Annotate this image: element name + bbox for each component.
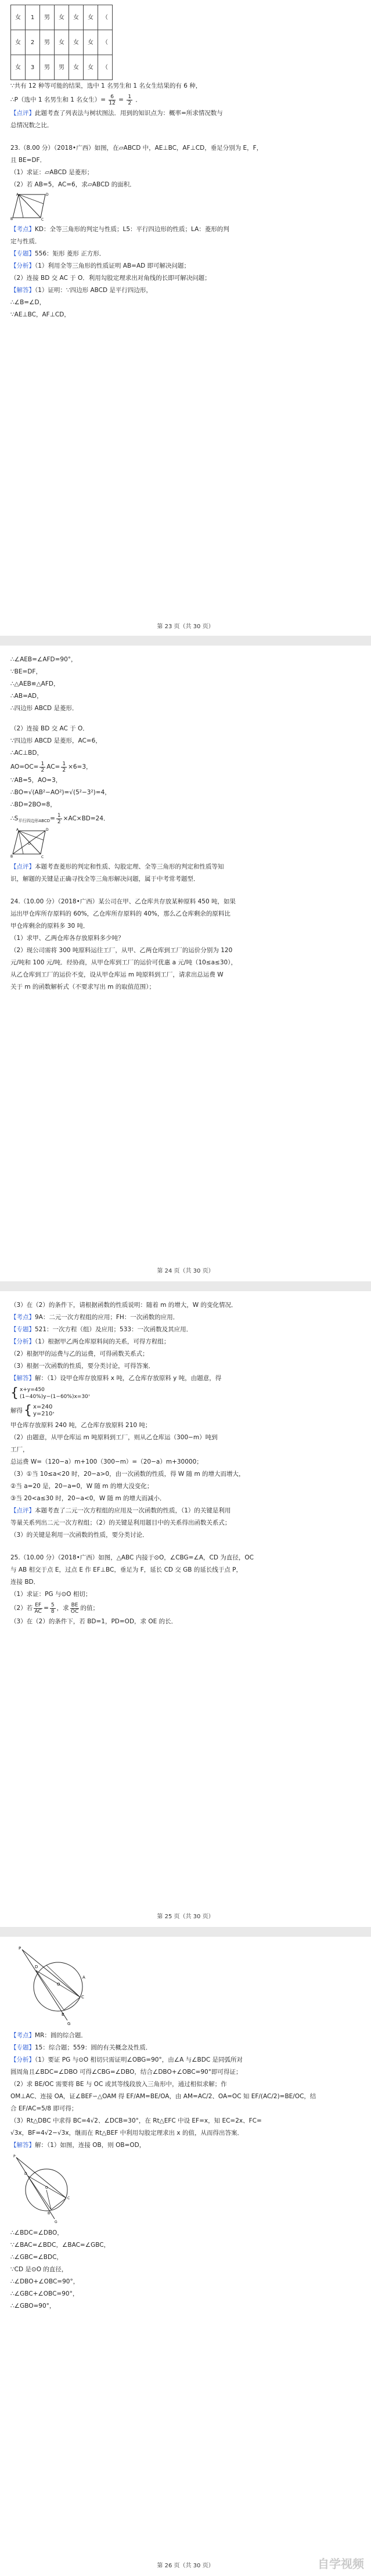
text-line: 元/吨和 100 元/吨．经协商，从甲仓库到工厂的运价可优惠 a 元/吨（10≤a≤30）， [10,959,237,966]
text-line: 连接 BD． [10,1579,40,1586]
fraction-half [61,761,67,773]
text-line: （2）若 AB=5，AC=6，求▱ABCD 的面积． [10,181,136,188]
text-span: 本题考查了二元一次方程组的应用及一次函数的性质，（1）的关键是利用 [35,1507,231,1514]
text-line: （2）连接 BD 交 AC 于 O． [10,725,89,732]
text-line: ③当 20<a≤30 时，20−a<0，W 随 m 的增大而减小． [10,1495,166,1502]
text-span: 521：一次方程（组）及应用；533：一次函数及其应用． [35,1326,193,1333]
text-span: 解得 [10,1407,23,1414]
text-line: ∴∠GBC=∠BDC， [10,2254,63,2261]
text-line: （2）求 BE/OC 需要将 BE 与 OC 或其等线段放入三角形中，通过相似求解；作 [10,2081,227,2088]
table-cell: 女 [84,5,98,30]
text-span: 556：矩形 菱形 正方形． [35,250,106,257]
text-line: （1）求证：PG 与⊙O 相切； [10,1591,92,1598]
svg-text:A: A [16,828,19,832]
text-line: （3）根据一次函数的性质，要分类讨论，可得答案． [10,1363,155,1370]
table-cell: 女 [69,30,84,55]
text-line: （2）现公司需将 300 吨原料运往工厂，从甲、乙两仓库到工厂的运价分别为 120 [10,947,233,954]
section-tag: 【考点】 [10,2032,35,2039]
answer-line [10,284,359,297]
rhombus-figure [10,827,51,859]
table-cell: 男 [40,5,55,30]
circle-figure-solution [13,2154,77,2224]
text-line: （2）根据甲的运费与乙的运费，可得函数关系式； [10,1350,149,1357]
svg-text:C: C [67,2196,70,2200]
section-tag: 【点评】 [10,110,35,117]
text-line: （3）在（2）的条件下，若 BD=1，PD=OD，求 OE 的长． [10,1618,178,1625]
fraction [127,94,132,106]
equation: x+y=450 [20,1387,45,1393]
parallelogram-figure [10,192,51,221]
comment-line [10,861,359,873]
section-tag: 【解答】 [10,287,35,294]
text-line: （1）求甲、乙两仓库各存放原料多少吨？ [10,935,124,942]
text-span: AC= [46,763,60,770]
text-span: 解：（1）如图，连接 OB，则 OB=OD， [35,2142,146,2149]
numerator: 1 [62,761,66,767]
text-span: 解：（1）设甲仓库存放原料 x 吨，乙仓库存放原料 y 吨，由题意，得 [35,1375,222,1382]
numerator: 6 [109,94,115,100]
text-span: 此题考查了列表法与树状图法．用到的知识点为：概率=所求情况数与 [35,110,223,117]
table-row [11,5,113,30]
text-line: ∴∠BDC=∠DBO， [10,2229,63,2236]
denominator: AC [34,1608,42,1615]
table-cell: 男 [55,55,69,80]
section-tag: 【专题】 [10,1326,35,1333]
text-line: 且 BE=DF． [10,157,46,164]
fraction [109,94,115,106]
text-span: ∴P（选中 1 名男生和 1 名女生）= [10,96,106,103]
text-span: （1）根据甲乙两仓库原料间的关系，可得方程组； [35,1338,170,1345]
text-span: 15：综合题；559：圆的有关概念及性质． [35,2044,152,2051]
solution-system: 解得 { x=240 y=210 ， [10,1403,59,1418]
svg-text:D: D [46,193,49,197]
svg-text:O: O [57,1982,60,1987]
text-line: ∵四边形 ABCD 是菱形，AC=6， [10,737,102,744]
text-line: 工厂， [10,1446,29,1453]
fraction [34,1602,42,1615]
numerator: EF [35,1602,42,1608]
page-footer: 第 24 页（共 30 页） [157,1268,214,1274]
text-span: KD：全等三角形的判定与性质；L5：平行四边形的性质；LA：菱形的判 [35,226,229,233]
section-tag: 【解答】 [10,1375,35,1382]
text-line: 合 EF/AC=5/8 即可得； [10,2105,78,2112]
document-page-26 [0,1937,371,2576]
table-cell: 女 [69,55,84,80]
text-line: 运出甲仓库所存原料的 60%，乙仓库所存原料的 40%，那么乙仓库剩余的原料比 [10,910,230,917]
table-cell: 女 [55,5,69,30]
text-line: 从乙仓库到工厂的运价不变，设从甲仓库运 m 吨原料到工厂，请求出总运费 W [10,971,224,978]
text-line: √3x，BF=4√2−√3x，继而在 Rt△BEF 中利用勾股定理求出 x 的值，从而得出答案． [10,2130,243,2137]
text-span: ． [135,96,142,103]
svg-text:G: G [55,2220,57,2224]
text-line: ∴AC⊥BD， [10,750,43,756]
subscript: 平行四边形ABCD [18,819,51,824]
table-cell: 2 [26,30,40,55]
text-line: 定与性质． [10,238,41,245]
text-span: ×6=3， [68,763,92,770]
text-line: （1）求证：▱ABCD 是菱形； [10,169,93,176]
table-cell: （ [98,30,113,55]
text-line: ∵AE⊥BC，AF⊥CD， [10,311,70,318]
text-line: ∴∠GBC+∠OBC=90°， [10,2290,79,2297]
table-cell: 女 [11,30,26,55]
numerator: 1 [41,761,45,767]
watermark-logo: 自学视频 [318,2557,364,2571]
table-cell: 女 [55,30,69,55]
analysis-line [10,1336,359,1348]
topic-line [10,1324,359,1336]
denominator: 2 [62,767,66,773]
section-tag: 【解答】 [10,2142,35,2149]
page-footer: 第 23 页（共 30 页） [157,624,214,630]
question-24-line: 24.（10.00 分）（2018•广西）某公司在甲、乙仓库共存放某种原料 450 吨，如果 [10,898,236,905]
table-row [11,55,113,80]
comment-line [10,1505,359,1517]
svg-text:A: A [82,1975,85,1980]
svg-text:O: O [28,842,31,846]
table-cell: （ [98,55,113,80]
numerator: BE [71,1602,78,1608]
fraction [50,1602,56,1615]
table-cell: 女 [11,55,26,80]
text-span: （1）证明：∵四边形 ABCD 是平行四边形， [35,287,152,294]
table-cell: （ [98,5,113,30]
text-line: （2）连接 BD 交 AC 于 O．利用勾股定理求出对角线的长即可解决问题； [10,275,211,282]
page-footer: 第 25 页（共 30 页） [157,1914,214,1920]
text-span: ， [52,1407,59,1414]
equation: x=240 [33,1404,53,1410]
svg-text:P: P [19,1946,21,1951]
svg-text:A: A [16,193,19,197]
knowledge-line [10,2030,359,2042]
text-line: 总运费 W=（120−a）m+100（300−m）=（20−a）m+30000； [10,1458,203,1465]
svg-text:B: B [62,2012,64,2017]
section-tag: 【考点】 [10,1314,35,1321]
ratio-line [10,1601,359,1616]
table-cell: 男 [40,30,55,55]
svg-text:D: D [24,2172,27,2176]
answer-line [10,2139,359,2152]
text-line: 识，解题的关键是正确寻找全等三角形解决问题，属于中考常考题型． [10,876,200,882]
text-line: （2）由题意，从甲仓库运 m 吨原料到工厂，则从乙仓库运（300−m）吨到 [10,1434,218,1441]
svg-text:O: O [45,2186,48,2190]
svg-text:B: B [48,2211,51,2215]
section-tag: 【考点】 [10,226,35,233]
text-span: ∴S [10,815,19,822]
page-footer: 第 26 页（共 30 页） [157,2563,214,2569]
text-line: ∴四边形 ABCD 是菱形． [10,705,78,712]
text-span: 9A：二元一次方程组的应用；FH：一次函数的应用． [35,1314,179,1321]
svg-text:D: D [35,1965,38,1969]
text-span: 本题考查菱形的判定和性质、勾股定理、全等三角形的判定和性质等知 [35,863,224,870]
text-span: 的值； [80,1605,99,1612]
text-line: （3）在（2）的条件下，请根据函数的性质说明：随着 m 的增大，W 的变化情况． [10,1302,237,1309]
topic-line [10,248,359,260]
circle-figure [17,1945,93,2026]
denominator: 2 [41,767,45,773]
text-span: = [44,1605,49,1612]
section-tag: 【点评】 [10,1507,35,1514]
text-line: ∵共有 12 种等可能的结果，选中 1 名男生和 1 名女生结果的有 6 种， [10,82,202,89]
section-tag: 【分析】 [10,262,35,269]
svg-text:D: D [46,828,49,832]
text-line: ∵AB=5，AO=3， [10,777,62,784]
section-tag: 【专题】 [10,250,35,257]
text-span: MR：圆的综合题． [35,2032,87,2039]
numerator: 1 [57,812,61,819]
numerator: 1 [128,93,132,100]
svg-text:G: G [67,2022,71,2026]
table-cell: 女 [69,5,84,30]
text-span: ，求 [56,1605,69,1612]
text-span: （1）利用全等三角形的性质证明 AB=AD 即可解决问题； [35,262,190,269]
comment-line [10,107,359,120]
document-page-24 [0,646,371,1281]
svg-text:B: B [10,855,13,859]
table-cell: 女 [11,5,26,30]
text-span: （1）要证 PG 与⊙O 相切只需证明∠OBG=90°，由∠A 与∠BDC 是同弧所对 [35,2056,243,2063]
text-line: ∴AB=AD， [10,693,43,700]
text-line: ∴△AEB≌△AFD， [10,680,60,687]
text-line: ∴BO=√(AB²−AO²)=√(5²−3²)=4， [10,789,111,796]
table-cell: 男 [40,55,55,80]
section-tag: 【分析】 [10,2056,35,2063]
text-span: = [118,96,124,103]
svg-text:C: C [41,855,44,859]
text-line: ∴∠B=∠D， [10,299,46,306]
denominator: 12 [109,100,116,106]
equation-system: { x+y=450 (1−40%)y−(1−60%)x=30 ， [10,1386,95,1400]
table-cell: 女 [84,55,98,80]
answer-line [10,1372,359,1385]
denominator: 2 [128,100,132,106]
text-line: ②当 a=20 是，20−a=0，W 随 m 的增大没变化； [10,1483,153,1490]
table-cell: 3 [26,55,40,80]
text-line: ∴BD=2BO=8， [10,801,56,808]
fraction-half [39,761,45,773]
topic-line [10,2042,359,2054]
svg-text:B: B [10,217,13,221]
text-line: 甲仓库存放原料 240 吨，乙仓库存放原料 210 吨； [10,1422,152,1429]
denominator: 8 [51,1608,55,1615]
text-line: 等量关系列出二元一次方程组；（2）的关键是利用题目中的关系得出函数关系式； [10,1519,231,1526]
text-span: ×AC×BD=24． [63,815,110,822]
outcome-table [10,5,113,80]
text-line: ∵BE=DF， [10,668,42,675]
knowledge-line [10,224,359,236]
table-cell: 1 [26,5,40,30]
text-line: 甲仓库剩余的原料多 30 吨． [10,923,89,929]
question-23-line: 23.（8.00 分）（2018•广西）如图，在▱ABCD 中，AE⊥BC，AF⊥CD，垂足分别为 E，F， [10,145,263,152]
text-line: ∴∠AEB=∠AFD=90°， [10,656,77,663]
svg-text:C: C [41,218,44,221]
equation: y=210 [33,1411,53,1417]
numerator: 5 [51,1602,55,1608]
probability-line [10,92,359,107]
area-line [10,811,359,826]
text-line: ∵CD 是⊙O 的直径， [10,2266,68,2273]
text-line: 与 AB 相交于点 E，过点 E 作 EF⊥BC，垂足为 F，延长 CD 交 GB 的延长线于点 P， [10,1566,243,1573]
text-line: 总情况数之比． [10,122,53,129]
question-25-line: 25.（10.00 分）（2018•广西）如图，△ABC 内接于⊙O，∠CBG=∠A，CD 为直径，OC [10,1554,254,1561]
svg-text:C: C [81,1995,84,1999]
section-tag: 【点评】 [10,863,35,870]
text-line: 圆周角且∠BDC=∠DBO 可得∠CBG=∠DBO，结合∠DBO+∠OBC=90°即可得证； [10,2069,242,2076]
text-line: 关于 m 的函数解析式（不要求写出 m 的取值范围）； [10,983,156,990]
text-line: （3）Rt△DBC 中求得 BC=4√2、∠DCB=30°，在 Rt△EFC 中设 EF=x，知 EC=2x、FC= [10,2117,262,2124]
half-ac-line [10,759,359,774]
equation: (1−40%)y−(1−60%)x=30 [20,1394,88,1400]
text-line: ∴∠GBO=90°， [10,2303,56,2310]
text-line: OM⊥AC、连接 OA，证∠BEF∽△OAM 得 EF/AM=BE/OA，由 AM=AC/2、OA=OC 知 EF/(AC/2)=BE/OC，结 [10,2093,316,2100]
text-line: ∴∠DBO+∠OBC=90°， [10,2278,80,2285]
fraction-half [56,813,62,825]
denominator: 2 [57,819,61,825]
analysis-line [10,2054,359,2066]
analysis-line [10,260,359,272]
document-page-23 [0,0,371,636]
text-span: （2）若 [10,1605,33,1612]
text-span: = [50,815,55,822]
table-cell: 女 [84,30,98,55]
text-line: ∵∠BAC=∠BDC，∠BAC=∠GBC， [10,2242,110,2249]
knowledge-line [10,1312,359,1324]
fraction [70,1602,80,1615]
document-page-25 [0,1291,371,1927]
text-line: （3）①当 10≤a<20 时，20−a>0，由一次函数的性质，得 W 随 m 的增大而增大， [10,1471,245,1478]
section-tag: 【分析】 [10,1338,35,1345]
text-span: AO=OC= [10,763,39,770]
text-span: ， [88,1390,95,1397]
table-row [11,30,113,55]
text-line: （3）的关键是利用一次函数的性质，要分类讨论． [10,1532,149,1539]
svg-text:P: P [13,2155,16,2159]
section-tag: 【专题】 [10,2044,35,2051]
denominator: OC [70,1608,79,1615]
